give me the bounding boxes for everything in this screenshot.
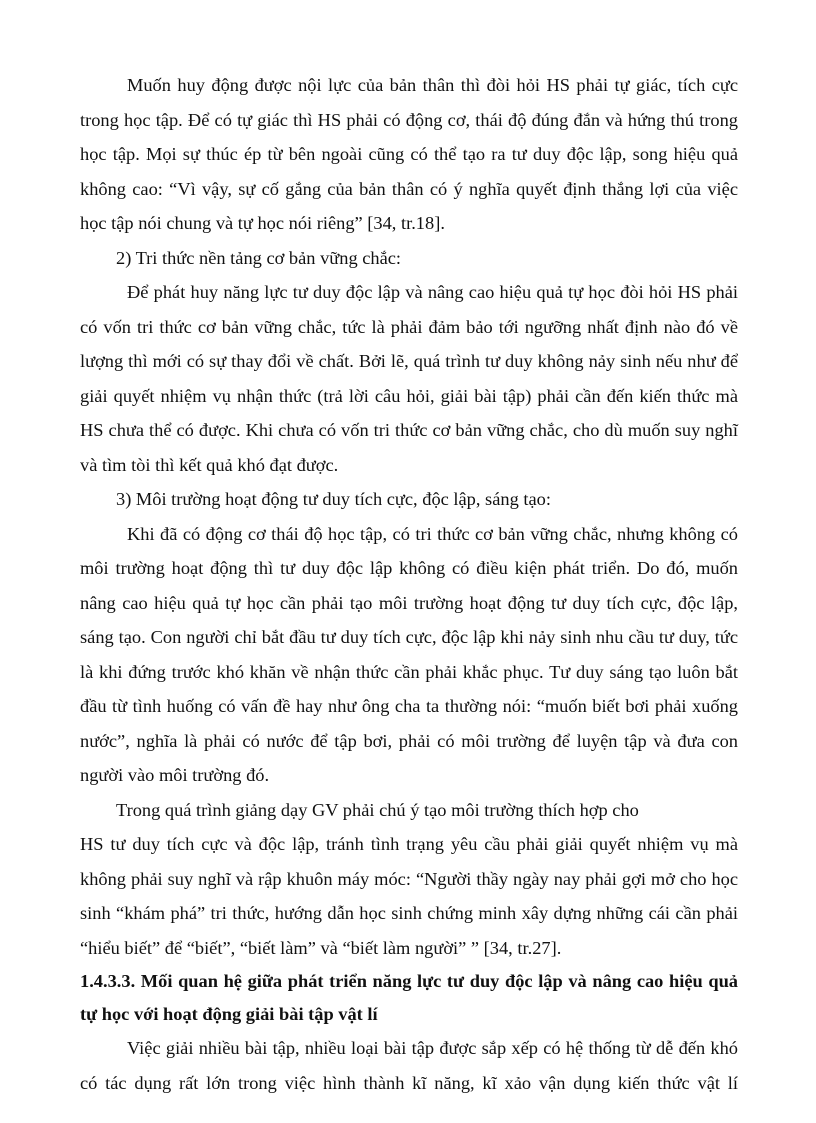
list-item-basic-knowledge: 2) Tri thức nền tảng cơ bản vững chắc: (116, 247, 402, 268)
paragraph-teaching-continued: HS tư duy tích cực và độc lập, tránh tình trạng yêu cầu phải giải quyết nhiệm vụ mà không phải suy nghĩ và rập khuôn máy móc: “Người thầy ngày nay phải gợi mở cho học sinh “khám phá” tri thức, hướng dẫn học sinh chứng minh xây dựng những cái cần phải “hiểu biết” để “biết”, “biết làm” và “biết làm người” ” [34, tr.27]. (80, 834, 738, 958)
paragraph-exercises: Việc giải nhiều bài tập, nhiều loại bài tập được sắp xếp có hệ thống từ dễ đến khó có tác dụng rất lớn trong việc hình thành kĩ năng, kĩ xảo vận dụng kiến thức vật lí (80, 1038, 738, 1093)
list-item-environment: 3) Môi trường hoạt động tư duy tích cực, độc lập, sáng tạo: (116, 489, 551, 509)
section-heading: 1.4.3.3. Mối quan hệ giữa phát triển năng lực tư duy độc lập và nâng cao hiệu quả tự học với hoạt động giải bài tập vật lí (80, 971, 738, 1024)
document-page (80, 68, 738, 1100)
paragraph-basic-knowledge: Để phát huy năng lực tư duy độc lập và nâng cao hiệu quả tự học đòi hỏi HS phải có vốn tri thức cơ bản vững chắc, tức là phải đảm bảo tới ngưỡng nhất định nào đó về lượng thì mới có sự thay đổi về chất. Bởi lẽ, quá trình tư duy không nảy sinh nếu như để giải quyết nhiệm vụ nhận thức (trả lời câu hỏi, giải bài tập) phải cần đến kiến thức mà HS chưa thể có được. Khi chưa có vốn tri thức cơ bản vững chắc, cho dù muốn suy nghĩ và tìm tòi thì kết quả khó đạt được. (80, 282, 738, 475)
paragraph-teaching-lead: Trong quá trình giảng dạy GV phải chú ý tạo môi trường thích hợp cho (116, 799, 639, 820)
paragraph-self-motivation: Muốn huy động được nội lực của bản thân thì đòi hỏi HS phải tự giác, tích cực trong học tập. Để có tự giác thì HS phải có động cơ, thái độ đúng đắn và hứng thú trong học tập. Mọi sự thúc ép từ bên ngoài cũng có thể tạo ra tư duy độc lập, song hiệu quả không cao: “Vì vậy, sự cố gắng của bản thân có ý nghĩa quyết định thắng lợi của việc học tập nói chung và tự học nói riêng” [34, tr.18]. (80, 75, 738, 233)
paragraph-environment: Khi đã có động cơ thái độ học tập, có tri thức cơ bản vững chắc, nhưng không có môi trường hoạt động thì tư duy độc lập không có điều kiện phát triển. Do đó, muốn nâng cao hiệu quả tự học cần phải tạo môi trường hoạt động tư duy tích cực, độc lập, sáng tạo. Con người chỉ bắt đầu tư duy tích cực, độc lập khi nảy sinh nhu cầu tư duy, tức là khi đứng trước khó khăn về nhận thức cần phải khắc phục. Tư duy sáng tạo luôn bắt đầu từ tình huống có vấn đề hay như ông cha ta thường nói: “muốn biết bơi phải xuống nước”, nghĩa là phải có nước để tập bơi, phải có môi trường để luyện tập và đưa con người vào môi trường đó. (80, 523, 738, 785)
